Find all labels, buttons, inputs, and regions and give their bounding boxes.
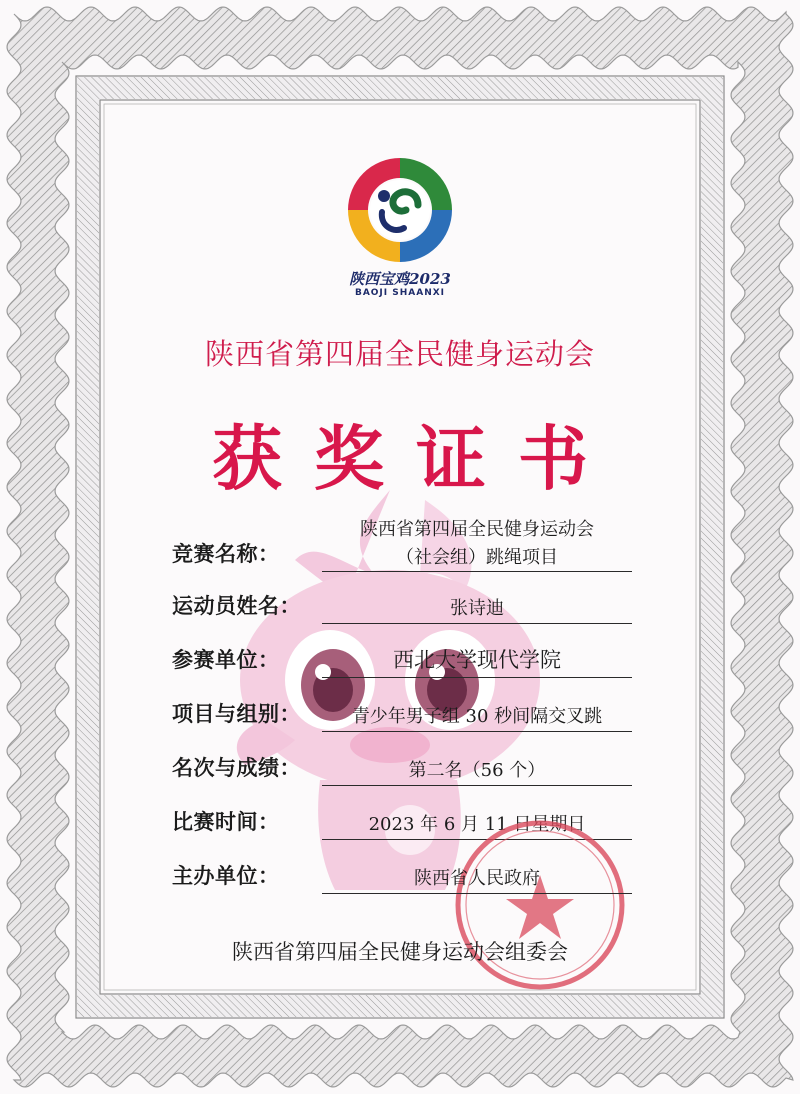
field-label: 参赛单位： <box>172 648 280 672</box>
field-value: 第二名（56 个） <box>408 760 546 781</box>
field-value: 2023 年 6 月 11 日星期日 <box>368 814 586 835</box>
field-label: 名次与成绩： <box>172 756 301 780</box>
field-event-group <box>172 688 632 732</box>
field-underline <box>322 785 632 786</box>
field-label: 比赛时间： <box>172 810 280 834</box>
field-value: 张诗迪 <box>450 598 504 619</box>
field-underline <box>322 677 632 678</box>
logo-text-en: BAOJI SHAANXI <box>354 288 446 298</box>
field-organizer <box>172 850 632 894</box>
event-title: 陕西省第四届全民健身运动会 <box>204 337 595 371</box>
certificate-title: 获奖证书 <box>212 417 620 500</box>
field-team-unit <box>172 634 632 678</box>
field-label: 运动员姓名： <box>172 594 301 618</box>
field-underline <box>322 623 632 624</box>
games-logo <box>340 150 460 300</box>
field-underline <box>322 731 632 732</box>
field-label: 竞赛名称： <box>172 542 280 566</box>
field-underline <box>322 571 632 572</box>
official-seal-icon <box>450 815 630 995</box>
logo-emblem-icon <box>340 150 460 270</box>
field-athlete-name <box>172 580 632 624</box>
field-label: 项目与组别： <box>172 702 301 726</box>
field-label: 主办单位： <box>172 864 280 888</box>
field-value: 西北大学现代学院 <box>393 648 561 672</box>
field-value-line1: 陕西省第四届全民健身运动会 <box>360 519 594 540</box>
field-rank-result <box>172 742 632 786</box>
logo-text-cn: 陕西宝鸡2023 <box>349 270 451 288</box>
field-underline <box>322 893 632 894</box>
organizing-committee: 陕西省第四届全民健身运动会组委会 <box>232 940 568 964</box>
field-value-line2: （社会组）跳绳项目 <box>396 547 558 568</box>
field-value: 青少年男子组 30 秒间隔交叉跳 <box>351 706 603 727</box>
field-competition-name <box>172 519 632 572</box>
field-value: 陕西省人民政府 <box>414 868 540 889</box>
